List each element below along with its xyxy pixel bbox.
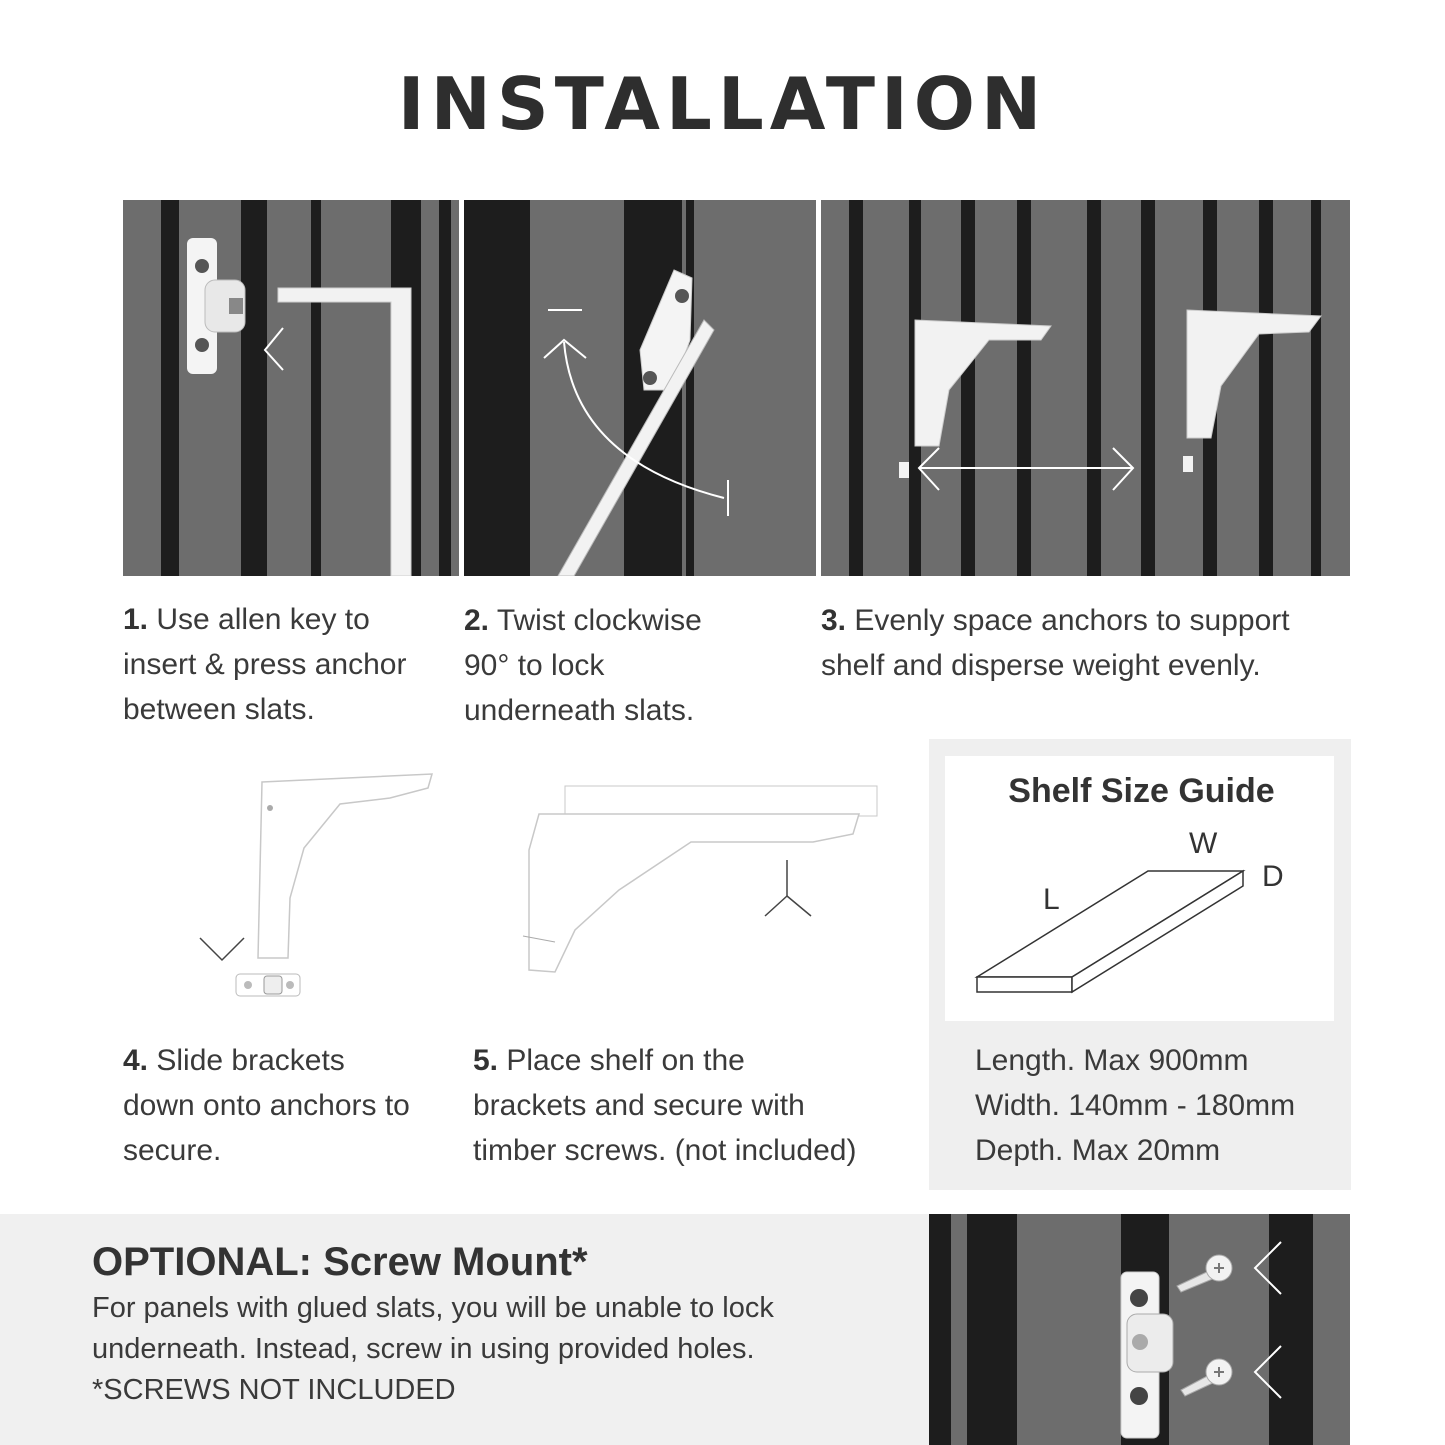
length-label: L <box>1043 883 1060 916</box>
optional-text: For panels with glued slats, you will be unable to lock <box>92 1292 774 1324</box>
step-2-photo <box>464 200 816 576</box>
depth-label: D <box>1262 860 1284 893</box>
optional-note: *SCREWS NOT INCLUDED <box>92 1374 456 1406</box>
screw-icon <box>765 860 811 916</box>
step-5-illustration <box>515 780 895 980</box>
bracket-icon <box>258 774 432 958</box>
step-number: 2. <box>464 604 490 637</box>
spec-width: Width. 140mm - 180mm <box>975 1089 1296 1122</box>
step-3-caption: 3. Evenly space anchors to support shelf and disperse weight evenly. <box>821 604 1290 682</box>
screw-mount-photo <box>929 1214 1350 1445</box>
optional-text: underneath. Instead, screw in using provided holes. <box>92 1333 755 1365</box>
step-1-photo <box>123 200 459 576</box>
optional-title: OPTIONAL: Screw Mount* <box>92 1240 588 1284</box>
spec-depth: Depth. Max 20mm <box>975 1134 1221 1167</box>
chevron-down-icon <box>200 938 244 960</box>
width-label: W <box>1189 827 1218 860</box>
bracket-icon <box>529 814 859 972</box>
guide-specs <box>975 1038 1345 1173</box>
step-number: 1. <box>123 603 149 636</box>
step-number: 4. <box>123 1044 149 1077</box>
step-2-caption: 2. Twist clockwise 90° to lock underneath slats. <box>464 604 702 727</box>
step-4-caption: 4. Slide brackets down onto anchors to secure. <box>123 1044 410 1167</box>
step-number: 3. <box>821 604 847 637</box>
page-title: INSTALLATION <box>397 62 1048 146</box>
shelf-icon <box>565 786 877 816</box>
shelf-diagram-icon <box>977 871 1243 992</box>
anchor-icon <box>236 974 300 996</box>
step-4-illustration <box>190 768 440 1008</box>
spec-length: Length. Max 900mm <box>975 1044 1249 1077</box>
step-number: 5. <box>473 1044 499 1077</box>
step-1-caption: 1. Use allen key to insert & press anchor between slats. <box>123 603 407 726</box>
step-3-photo <box>821 200 1350 576</box>
guide-title: Shelf Size Guide <box>1008 772 1275 810</box>
step-5-caption: 5. Place shelf on the brackets and secure with timber screws. (not included) <box>473 1044 857 1167</box>
